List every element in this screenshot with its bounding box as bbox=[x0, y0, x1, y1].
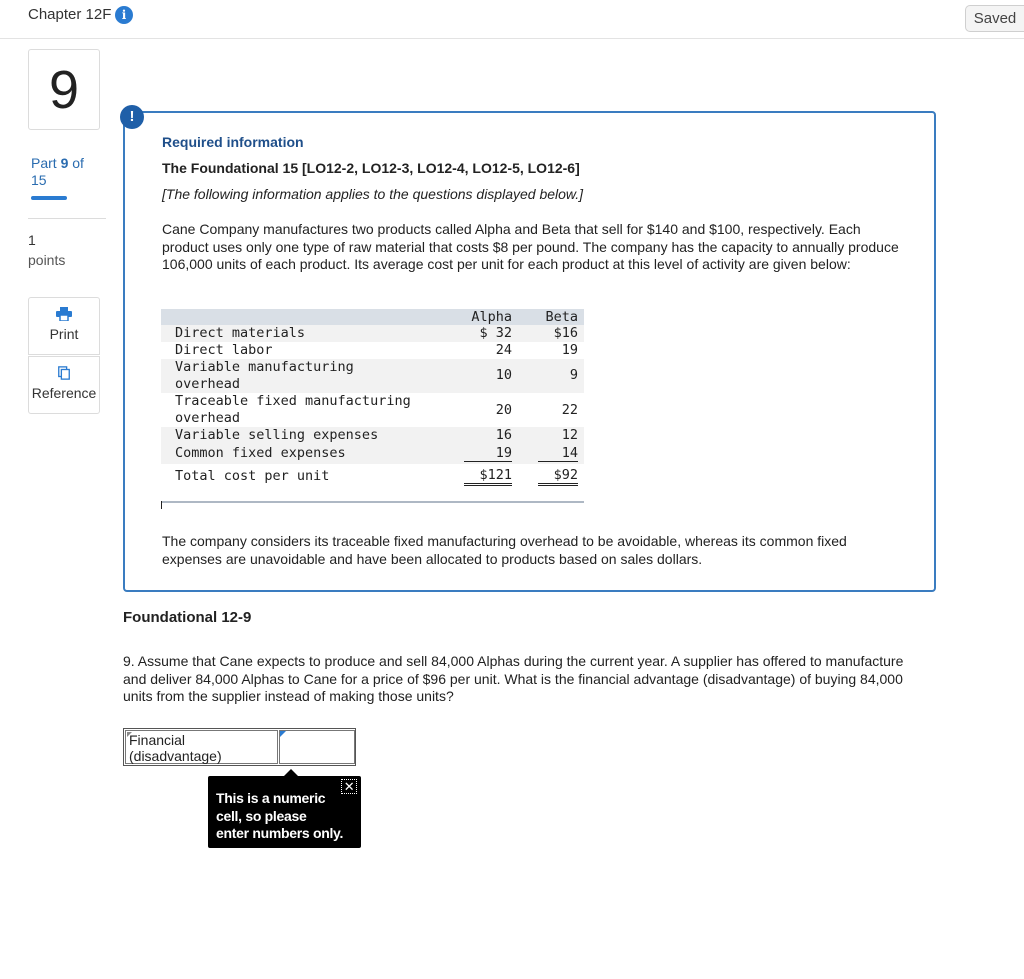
answer-row-label bbox=[125, 730, 278, 764]
part-total: 15 bbox=[31, 172, 47, 188]
close-icon[interactable]: ✕ bbox=[341, 779, 357, 794]
cost-table bbox=[161, 309, 584, 490]
alpha-value: 20 bbox=[495, 402, 512, 418]
alpha-value: 16 bbox=[495, 427, 512, 443]
beta-value: 22 bbox=[561, 402, 578, 418]
top-bar bbox=[0, 0, 1024, 39]
alpha-value: $ 32 bbox=[479, 325, 512, 341]
answer-label-line1: Financial bbox=[129, 732, 186, 748]
beta-total: $92 bbox=[538, 467, 578, 486]
part-progress-bar bbox=[31, 196, 67, 200]
intro-paragraph: Cane Company manufactures two products called Alpha and Beta that sell for $140 and $100, respectively. Each product uses only one type of raw material that costs $8 per pound. The company has the capacity to annually produce 106,000 units of each product. Its average cost per unit for each product at this level of activity are given below: bbox=[162, 221, 899, 272]
answer-table bbox=[123, 728, 356, 766]
table-row bbox=[161, 393, 584, 427]
row-label: Variable manufacturing bbox=[175, 359, 354, 375]
tooltip-line: This is a numeric bbox=[216, 790, 326, 806]
part-of-label: of bbox=[72, 155, 84, 171]
beta-value: $16 bbox=[553, 325, 578, 341]
column-header-alpha: Alpha bbox=[471, 309, 512, 325]
table-row bbox=[161, 342, 584, 359]
financial-advantage-input[interactable] bbox=[279, 730, 355, 764]
row-label: Common fixed expenses bbox=[175, 445, 346, 461]
saved-status-badge: Saved bbox=[965, 5, 1024, 32]
chapter-title: Chapter 12F bbox=[28, 6, 112, 23]
table-total-row bbox=[161, 464, 584, 490]
part-label: Part bbox=[31, 155, 57, 171]
beta-value: 19 bbox=[561, 342, 578, 358]
table-row bbox=[161, 445, 584, 464]
row-label: Variable selling expenses bbox=[175, 427, 379, 443]
beta-value: 14 bbox=[538, 445, 578, 462]
question-number: 9 bbox=[28, 49, 100, 130]
table-corner-mark bbox=[161, 501, 162, 509]
points-label: points bbox=[28, 252, 66, 268]
input-cell-marker bbox=[280, 731, 286, 737]
row-label-continued: overhead bbox=[175, 410, 241, 426]
alpha-value: 10 bbox=[495, 367, 512, 383]
question-title: Foundational 12-9 bbox=[123, 609, 252, 626]
row-label: Traceable fixed manufacturing bbox=[175, 393, 411, 409]
part-number: 9 bbox=[60, 155, 69, 171]
document-copy-icon bbox=[56, 366, 72, 380]
cell-marker bbox=[127, 732, 132, 737]
column-header-beta: Beta bbox=[545, 309, 578, 325]
applies-note: [The following information applies to the questions displayed below.] bbox=[162, 186, 584, 202]
beta-value: 12 bbox=[561, 427, 578, 443]
table-row bbox=[161, 325, 584, 342]
tooltip-line: cell, so please bbox=[216, 807, 307, 824]
part-indicator bbox=[31, 155, 84, 189]
row-label: Direct materials bbox=[175, 325, 306, 341]
question-text: 9. Assume that Cane expects to produce and sell 84,000 Alphas during the current year. A supplier has offered to manufacture and deliver 84,000 Alphas to Cane for a price of $96 per unit. What is the financial advantage (disadvantage) of buying 84,000 units from the supplier instead of making those units? bbox=[123, 653, 904, 704]
tooltip-line: enter numbers only. bbox=[216, 825, 344, 841]
print-button[interactable] bbox=[28, 297, 100, 355]
reference-button[interactable] bbox=[28, 356, 100, 414]
table-bottom-border bbox=[161, 501, 584, 503]
table-row bbox=[161, 427, 584, 445]
total-label: Total cost per unit bbox=[175, 468, 330, 484]
answer-label-line2: (disadvantage) bbox=[129, 748, 222, 764]
tooltip-arrow bbox=[284, 769, 298, 776]
alpha-value: 19 bbox=[464, 445, 512, 462]
numeric-cell-tooltip bbox=[208, 776, 361, 848]
table-row bbox=[161, 359, 584, 393]
alpha-value: 24 bbox=[495, 342, 512, 358]
alpha-total: $121 bbox=[464, 467, 512, 486]
closing-paragraph: The company considers its traceable fixed manufacturing overhead to be avoidable, whereas its common fixed expenses are unavoidable and have been allocated to products based on sales dollars. bbox=[162, 533, 847, 567]
alert-icon: ! bbox=[120, 105, 144, 129]
points-value: 1 bbox=[28, 232, 36, 248]
beta-value: 9 bbox=[569, 367, 578, 383]
foundational-heading: The Foundational 15 [LO12-2, LO12-3, LO12-4, LO12-5, LO12-6] bbox=[162, 160, 580, 176]
required-information-panel bbox=[123, 111, 936, 592]
info-icon[interactable]: i bbox=[115, 6, 133, 24]
reference-label: Reference bbox=[31, 385, 97, 401]
print-label: Print bbox=[49, 326, 79, 342]
printer-icon bbox=[56, 307, 72, 321]
sidebar-divider bbox=[28, 218, 106, 219]
row-label-continued: overhead bbox=[175, 376, 241, 392]
required-information-title: Required information bbox=[162, 134, 304, 150]
cost-table-header bbox=[161, 309, 584, 325]
row-label: Direct labor bbox=[175, 342, 273, 358]
